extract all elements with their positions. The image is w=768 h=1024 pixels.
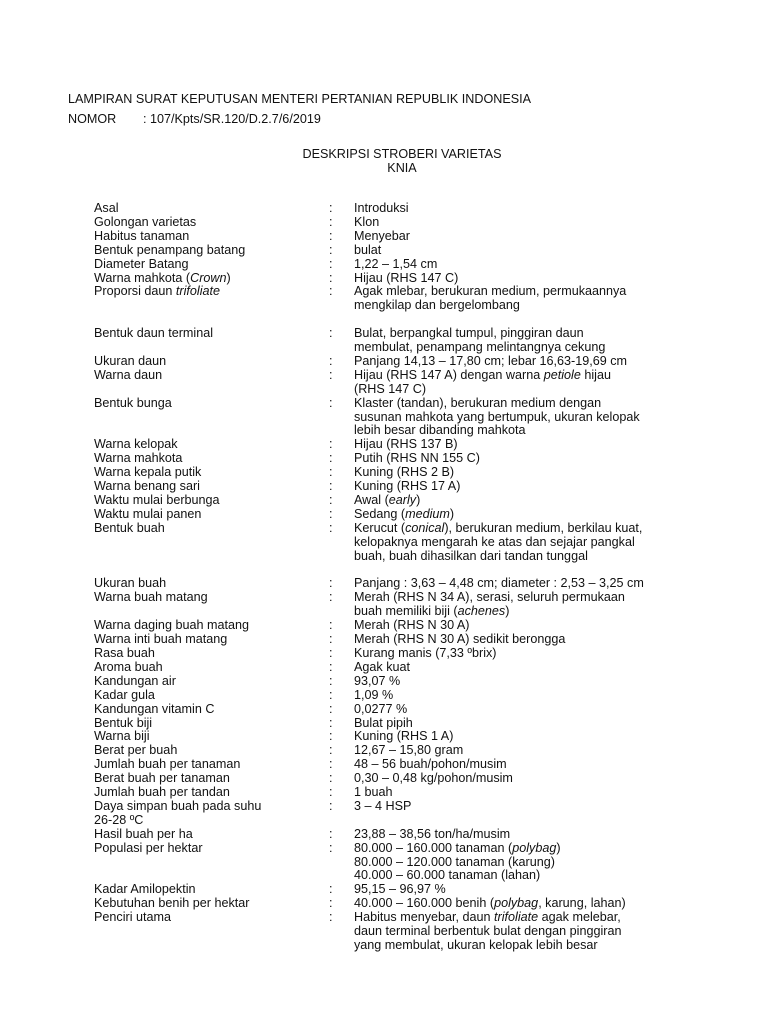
row-colon: : <box>329 785 333 800</box>
row-value <box>354 758 676 772</box>
table-row <box>94 438 676 452</box>
row-value <box>354 703 676 717</box>
row-label: Bentuk penampang batang <box>94 242 246 257</box>
row-label: Warna inti buah matang <box>94 632 228 647</box>
row-value <box>354 619 676 633</box>
row-value-line: Putih (RHS NN 155 C) <box>354 451 480 466</box>
table-row <box>94 522 676 564</box>
row-label: Bentuk buah <box>94 520 165 535</box>
row-colon: : <box>329 465 333 480</box>
table-row <box>94 758 676 772</box>
description-table <box>94 202 676 953</box>
table-row <box>94 730 676 744</box>
table-row <box>94 202 676 216</box>
table-row <box>94 744 676 758</box>
row-label <box>94 800 329 828</box>
table-row <box>94 508 676 522</box>
row-label: Berat per buah <box>94 743 178 758</box>
row-value-line: Hijau (RHS 137 B) <box>354 437 458 452</box>
row-colon: : <box>329 618 333 633</box>
table-row <box>94 647 676 661</box>
table-row <box>94 633 676 647</box>
row-value-line: Habitus menyebar, daun trifoliate agak melebar, <box>354 910 621 925</box>
row-value-line: buah, buah dihasilkan dari tandan tunggal <box>354 548 588 563</box>
row-label: Hasil buah per ha <box>94 826 193 841</box>
row-value-line: Panjang 14,13 – 17,80 cm; lebar 16,63-19,69 cm <box>354 353 628 368</box>
row-label: Proporsi daun trifoliate <box>94 284 221 299</box>
row-value <box>354 522 676 564</box>
row-colon: : <box>329 395 333 410</box>
table-row <box>94 689 676 703</box>
row-value-line: Bulat pipih <box>354 715 413 730</box>
row-value <box>354 800 676 828</box>
row-value <box>354 355 676 369</box>
row-colon: : <box>329 590 333 605</box>
row-value-line: Kuning (RHS 1 A) <box>354 729 454 744</box>
row-value-line: 40.000 – 60.000 tanaman (lahan) <box>354 868 541 883</box>
row-value <box>354 272 676 286</box>
row-colon: : <box>329 242 333 257</box>
table-row <box>94 800 676 828</box>
row-value-line: Hijau (RHS 147 C) <box>354 270 459 285</box>
row-value <box>354 494 676 508</box>
row-colon: : <box>329 757 333 772</box>
table-row <box>94 911 676 953</box>
row-colon: : <box>329 270 333 285</box>
row-value <box>354 842 676 884</box>
row-value-line: 1,09 % <box>354 687 394 702</box>
row-value-line: 40.000 – 160.000 benih (polybag, karung, lahan) <box>354 896 626 911</box>
row-value <box>354 508 676 522</box>
row-value <box>354 897 676 911</box>
row-value <box>354 258 676 272</box>
row-colon: : <box>329 715 333 730</box>
row-label: Kandungan vitamin C <box>94 701 215 716</box>
row-value <box>354 911 676 953</box>
row-value-line: 93,07 % <box>354 673 401 688</box>
table-row <box>94 369 676 397</box>
header-nomor <box>68 113 321 127</box>
row-label: Jumlah buah per tanaman <box>94 757 241 772</box>
row-label-line: Daya simpan buah pada suhu <box>94 798 262 813</box>
row-value <box>354 675 676 689</box>
row-value <box>354 397 676 439</box>
row-label: Warna daging buah matang <box>94 618 249 633</box>
row-value <box>354 244 676 258</box>
row-label: Bentuk bunga <box>94 395 172 410</box>
row-value <box>354 730 676 744</box>
table-row <box>94 285 676 313</box>
row-label: Ukuran daun <box>94 353 167 368</box>
row-colon: : <box>329 673 333 688</box>
table-row <box>94 675 676 689</box>
row-colon: : <box>329 451 333 466</box>
row-value-line: kelopaknya mengarah ke atas dan sejajar pangkal <box>354 534 635 549</box>
row-value-line: Bulat, berpangkal tumpul, pinggiran daun <box>354 326 584 341</box>
row-value <box>354 438 676 452</box>
row-value-line: Agak kuat <box>354 659 411 674</box>
row-value-line: Agak mlebar, berukuran medium, permukaannya <box>354 284 627 299</box>
row-colon: : <box>329 882 333 897</box>
row-value <box>354 717 676 731</box>
row-value-line: bulat <box>354 242 382 257</box>
table-row <box>94 772 676 786</box>
row-value-line: 1 buah <box>354 785 393 800</box>
table-row <box>94 786 676 800</box>
row-label: Warna kelopak <box>94 437 178 452</box>
table-row <box>94 452 676 466</box>
table-row <box>94 216 676 230</box>
row-colon: : <box>329 743 333 758</box>
table-row <box>94 828 676 842</box>
row-value <box>354 828 676 842</box>
row-label: Warna biji <box>94 729 150 744</box>
row-gap <box>94 313 676 327</box>
row-value-line: Klon <box>354 214 380 229</box>
row-value-line: yang membulat, ukuran kelopak lebih besar <box>354 938 598 952</box>
row-colon: : <box>329 632 333 647</box>
row-colon: : <box>329 840 333 855</box>
row-label: Golongan varietas <box>94 214 197 229</box>
table-row <box>94 591 676 619</box>
row-value-line: 23,88 – 38,56 ton/ha/musim <box>354 826 511 841</box>
row-label-line: 26-28 ºC <box>94 812 144 827</box>
row-colon: : <box>329 896 333 911</box>
row-colon: : <box>329 910 333 925</box>
row-label: Warna kepala putik <box>94 465 202 480</box>
row-colon: : <box>329 228 333 243</box>
table-row <box>94 897 676 911</box>
row-value <box>354 744 676 758</box>
row-colon: : <box>329 645 333 660</box>
row-colon: : <box>329 701 333 716</box>
row-colon: : <box>329 729 333 744</box>
row-label: Bentuk daun terminal <box>94 326 214 341</box>
row-value <box>354 466 676 480</box>
row-value-line: 80.000 – 160.000 tanaman (polybag) <box>354 840 561 855</box>
row-label: Habitus tanaman <box>94 228 190 243</box>
row-label: Kadar Amilopektin <box>94 882 196 897</box>
row-value <box>354 327 676 355</box>
row-value-line: 95,15 – 96,97 % <box>354 882 446 897</box>
row-value-line: Kuning (RHS 2 B) <box>354 465 455 480</box>
table-row <box>94 619 676 633</box>
table-row <box>94 272 676 286</box>
row-label: Warna mahkota <box>94 451 183 466</box>
row-value-line: 1,22 – 1,54 cm <box>354 256 438 271</box>
row-value <box>354 772 676 786</box>
row-colon: : <box>329 520 333 535</box>
row-value-line: 48 – 56 buah/pohon/musim <box>354 757 507 772</box>
document-title: DESKRIPSI STROBERI VARIETAS <box>302 147 502 161</box>
row-colon: : <box>329 771 333 786</box>
row-value-line: Awal (early) <box>354 493 421 508</box>
row-value-line: susunan mahkota yang bertumpuk, ukuran kelopak <box>354 409 640 424</box>
row-colon: : <box>329 201 333 215</box>
row-value-line: 0,0277 % <box>354 701 408 716</box>
row-gap <box>94 564 676 578</box>
row-value-line: Menyebar <box>354 228 411 243</box>
table-row <box>94 466 676 480</box>
row-colon: : <box>329 798 333 813</box>
table-row <box>94 494 676 508</box>
table-row <box>94 244 676 258</box>
row-value-line: 3 – 4 HSP <box>354 798 412 813</box>
table-row <box>94 230 676 244</box>
row-colon: : <box>329 367 333 382</box>
row-value <box>354 786 676 800</box>
row-colon: : <box>329 256 333 271</box>
row-label: Jumlah buah per tandan <box>94 785 230 800</box>
row-value-line: Panjang : 3,63 – 4,48 cm; diameter : 2,53 – 3,25 cm <box>354 576 644 591</box>
row-colon: : <box>329 326 333 341</box>
table-row <box>94 480 676 494</box>
row-label: Rasa buah <box>94 645 155 660</box>
table-row <box>94 883 676 897</box>
row-label: Bentuk biji <box>94 715 153 730</box>
row-value <box>354 216 676 230</box>
row-label: Berat buah per tanaman <box>94 771 230 786</box>
row-value-line: daun terminal berbentuk bulat dengan pinggiran <box>354 924 622 939</box>
row-value <box>354 633 676 647</box>
row-colon: : <box>329 493 333 508</box>
table-row <box>94 327 676 355</box>
row-value-line: Klaster (tandan), berukuran medium dengan <box>354 395 602 410</box>
row-colon: : <box>329 214 333 229</box>
row-value <box>354 480 676 494</box>
row-colon: : <box>329 687 333 702</box>
row-label: Penciri utama <box>94 910 171 925</box>
row-value-line: Merah (RHS N 30 A) sedikit berongga <box>354 632 566 647</box>
row-value-line: mengkilap dan bergelombang <box>354 298 520 313</box>
row-value-line: buah memiliki biji (achenes) <box>354 604 510 619</box>
row-value-line: Kurang manis (7,33 ºbrix) <box>354 645 497 660</box>
row-value-line: 12,67 – 15,80 gram <box>354 743 464 758</box>
row-label: Populasi per hektar <box>94 840 203 855</box>
row-colon: : <box>329 659 333 674</box>
row-value-line: Kerucut (conical), berukuran medium, berkilau kuat, <box>354 520 643 535</box>
table-row <box>94 703 676 717</box>
variety-name: KNIA <box>387 161 417 175</box>
row-value <box>354 577 676 591</box>
header-title: LAMPIRAN SURAT KEPUTUSAN MENTERI PERTANIAN REPUBLIK INDONESIA <box>68 92 532 106</box>
row-label: Asal <box>94 201 119 215</box>
row-label: Waktu mulai berbunga <box>94 493 220 508</box>
row-value-line: Hijau (RHS 147 A) dengan warna petiole hijau <box>354 367 611 382</box>
row-label: Aroma buah <box>94 659 163 674</box>
row-value <box>354 202 676 216</box>
row-value <box>354 689 676 703</box>
nomor-value: : 107/Kpts/SR.120/D.2.7/6/2019 <box>143 112 321 126</box>
row-value-line: Kuning (RHS 17 A) <box>354 479 461 494</box>
row-colon: : <box>329 284 333 299</box>
row-label: Kebutuhan benih per hektar <box>94 896 250 911</box>
table-row <box>94 258 676 272</box>
table-row <box>94 842 676 884</box>
row-value-line: membulat, penampang melintangnya cekung <box>354 340 606 355</box>
row-value <box>354 661 676 675</box>
row-label: Warna daun <box>94 367 163 382</box>
row-label: Warna buah matang <box>94 590 208 605</box>
table-row <box>94 661 676 675</box>
row-value <box>354 883 676 897</box>
row-label: Waktu mulai panen <box>94 506 202 521</box>
row-value-line: Sedang (medium) <box>354 506 455 521</box>
row-colon: : <box>329 826 333 841</box>
row-value-line: 0,30 – 0,48 kg/pohon/musim <box>354 771 513 786</box>
row-value <box>354 452 676 466</box>
row-value-line: Introduksi <box>354 201 409 215</box>
table-row <box>94 397 676 439</box>
row-label: Kandungan air <box>94 673 176 688</box>
row-value-line: lebih besar dibanding mahkota <box>354 423 526 438</box>
row-colon: : <box>329 506 333 521</box>
row-value <box>354 285 676 313</box>
row-label: Warna benang sari <box>94 479 200 494</box>
row-colon: : <box>329 437 333 452</box>
row-label: Ukuran buah <box>94 576 167 591</box>
row-value <box>354 591 676 619</box>
row-value-line: 80.000 – 120.000 tanaman (karung) <box>354 854 555 869</box>
row-label: Kadar gula <box>94 687 155 702</box>
row-colon: : <box>329 353 333 368</box>
row-colon: : <box>329 576 333 591</box>
row-label: Warna mahkota (Crown) <box>94 270 231 285</box>
row-value-line: Merah (RHS N 34 A), serasi, seluruh permukaan <box>354 590 625 605</box>
row-value <box>354 647 676 661</box>
row-value-line: Merah (RHS N 30 A) <box>354 618 470 633</box>
table-row <box>94 577 676 591</box>
row-value-line: (RHS 147 C) <box>354 381 427 396</box>
row-label: Diameter Batang <box>94 256 189 271</box>
row-value <box>354 369 676 397</box>
table-row <box>94 717 676 731</box>
nomor-label: NOMOR <box>68 112 117 126</box>
row-value <box>354 230 676 244</box>
table-row <box>94 355 676 369</box>
row-colon: : <box>329 479 333 494</box>
